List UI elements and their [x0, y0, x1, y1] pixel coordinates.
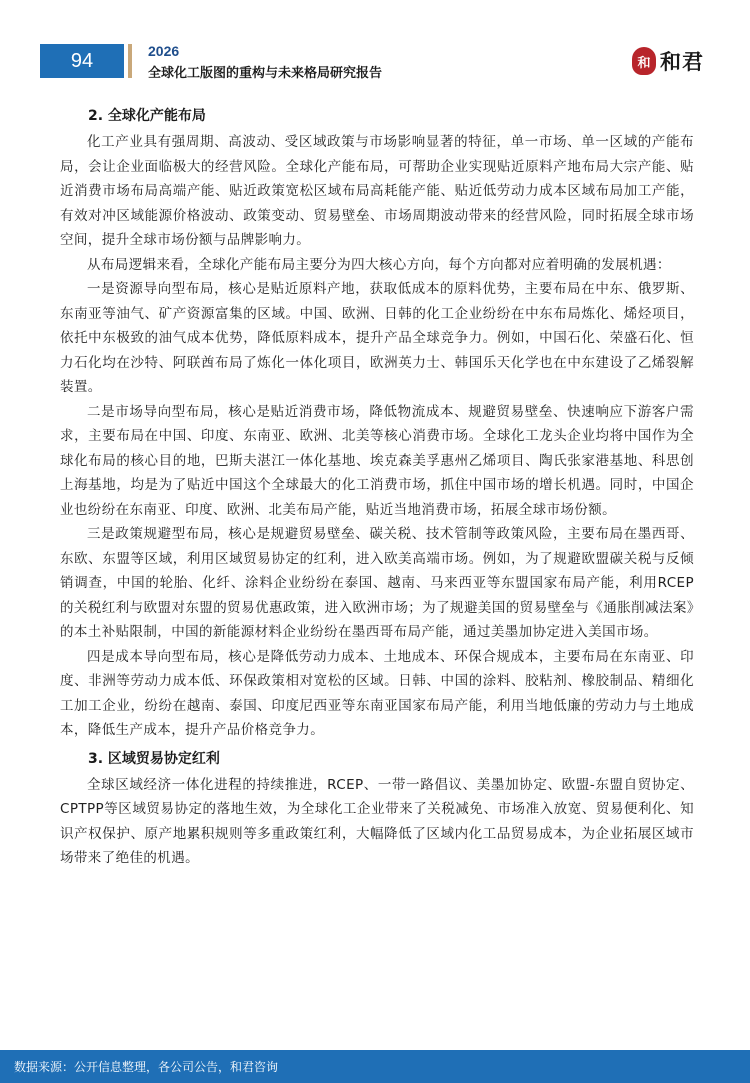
paragraph: 二是市场导向型布局，核心是贴近消费市场，降低物流成本、规避贸易壁垒、快速响应下游客户需求，主要布局在中国、印度、东南亚、欧洲、北美等核心消费市场。全球化工龙头企业均将中国作为全球化布局的核心目的地，巴斯夫湛江一体化基地、埃克森美孚惠州乙烯项目、陶氏张家港基地、科思创上海基地，均是为了贴近中国这个全球最大的化工消费市场，抓住中国市场的增长机遇。同时，中国企业也纷纷在东南亚、印度、欧洲、北美布局产能，贴近当地消费市场，拓展全球市场份额。: [60, 403, 694, 518]
logo-seal-icon: 和: [632, 47, 656, 75]
paragraph: 四是成本导向型布局，核心是降低劳动力成本、土地成本、环保合规成本，主要布局在东南亚、印度、非洲等劳动力成本低、环保政策相对宽松的区域。日韩、中国的涂料、胶粘剂、橡胶制品、精细化工加工企业，纷纷在越南、泰国、印度尼西亚等东南亚国家布局产能，利用当地低廉的劳动力与土地成本，降低生产成本，提升产品价格竞争力。: [60, 648, 694, 738]
main-content: [60, 100, 694, 871]
header-divider: [128, 44, 132, 78]
logo-text: 和君: [660, 50, 704, 74]
page-number: 94: [40, 44, 124, 78]
report-title: 全球化工版图的重构与未来格局研究报告: [148, 66, 383, 81]
paragraph: 全球区域经济一体化进程的持续推进，RCEP、一带一路倡议、美墨加协定、欧盟-东盟自贸协定、CPTPP等区域贸易协定的落地生效，为全球化工企业带来了关税减免、市场准入放宽、贸易便利化、知识产权保护、原产地累积规则等多重政策红利，大幅降低了区域内化工品贸易成本，为企业拓展区域市场带来了绝佳的机遇。: [60, 776, 694, 866]
paragraph: 化工产业具有强周期、高波动、受区域政策与市场影响显著的特征，单一市场、单一区域的产能布局，会让企业面临极大的经营风险。全球化产能布局，可帮助企业实现贴近原料产地布局大宗产能、贴近消费市场布局高端产能、贴近政策宽松区域布局高耗能产能、贴近低劳动力成本区域布局加工产能，有效对冲区域能源价格波动、政策变动、贸易壁垒、市场周期波动带来的经营风险，同时拓展全球市场空间，提升全球市场份额与品牌影响力。: [60, 134, 694, 248]
report-year: 2026: [148, 43, 180, 59]
paragraph: 一是资源导向型布局，核心是贴近原料产地，获取低成本的原料优势，主要布局在中东、俄罗斯、东南亚等油气、矿产资源富集的区域。中国、欧洲、日韩的化工企业纷纷在中东布局炼化、烯烃项目，依托中东极致的油气成本优势，降低原料成本，提升产品全球竞争力。例如，中国石化、荣盛石化、恒力石化均在沙特、阿联酋布局了炼化一体化项目，欧洲英力士、韩国乐天化学也在中东建设了乙烯裂解装置。: [60, 281, 694, 395]
paragraph: 三是政策规避型布局，核心是规避贸易壁垒、碳关税、技术管制等政策风险，主要布局在墨西哥、东欧、东盟等区域，利用区域贸易协定的红利，进入欧美高端市场。例如，为了规避欧盟碳关税与反倾销调查，中国的轮胎、化纤、涂料企业纷纷在泰国、越南、马来西亚等东盟国家布局产能，利用RCEP的关税红利与欧盟对东盟的贸易优惠政策，进入欧洲市场；为了规避美国的贸易壁垒与《通胀削减法案》的本土补贴限制，中国的新能源材料企业纷纷在墨西哥布局产能，通过美墨加协定进入美国市场。: [60, 526, 694, 640]
section-heading: 3. 区域贸易协定红利: [88, 750, 220, 767]
paragraph: 从布局逻辑来看，全球化产能布局主要分为四大核心方向，每个方向都对应着明确的发展机遇：: [87, 256, 671, 273]
section-heading: 2. 全球化产能布局: [88, 108, 206, 124]
company-logo: [632, 44, 704, 78]
source-footer: 数据来源：公开信息整理，各公司公告，和君咨询: [0, 1050, 750, 1083]
